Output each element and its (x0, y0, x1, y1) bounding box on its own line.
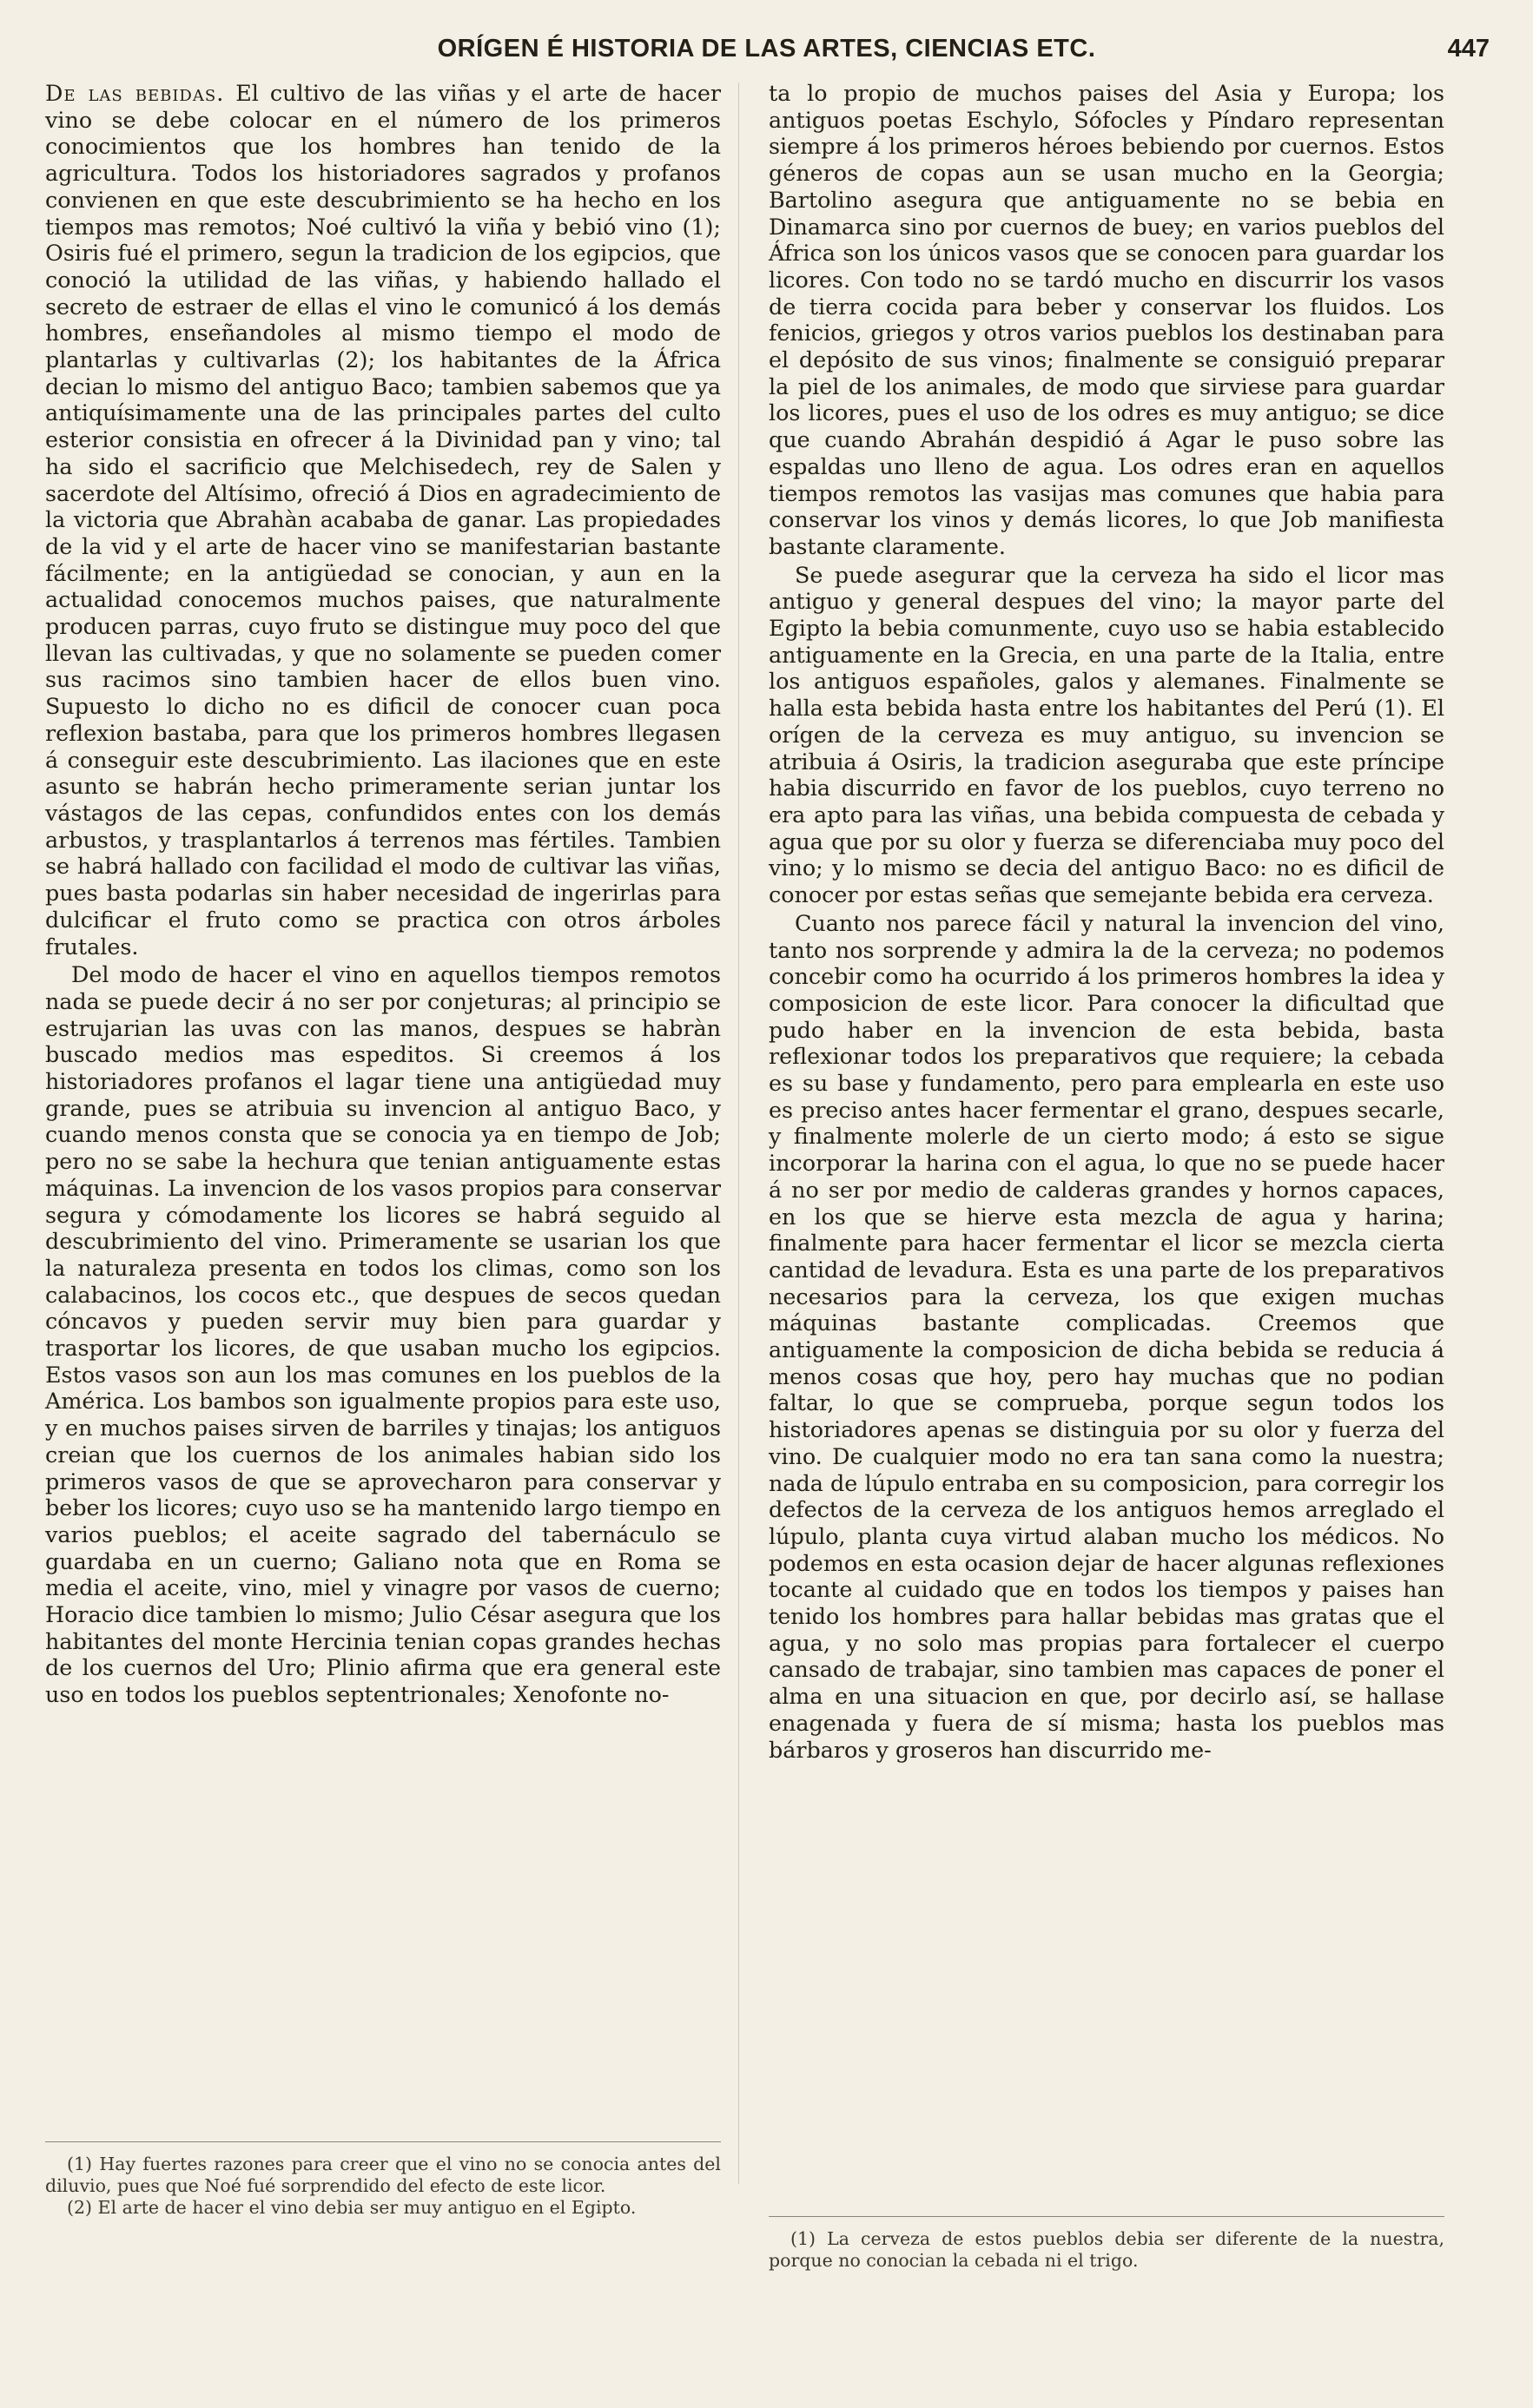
section-label: De las bebidas. (45, 80, 225, 106)
left-paragraph-1 (45, 80, 721, 960)
right-paragraph-2: Se puede asegurar que la cerveza ha sido el licor mas antiguo y general despues del vino; la mayor parte del Egipto la bebia comunmente, cuyo uso se habia establecido antiguamente en la Grecia, en una parte de la Italia, entre los antiguos españoles, galos y alemanes. Finalmente se halla esta bebida hasta entre los habitantes del Perú (1). El orígen de la cerveza es muy antiguo, su invencion se atribuia á Osiris, la tradicion aseguraba que este príncipe habia discurrido en favor de los pueblos, cuyo terreno no era apto para las viñas, una bebida compuesta de cebada y agua que por su olor y fuerza se diferenciaba muy poco del vino; y lo mismo se decia del antiguo Baco: no es dificil de conocer por estas señas que semejante bebida era cerveza. (769, 561, 1444, 908)
left-paragraph-2: Del modo de hacer el vino en aquellos tiempos remotos nada se puede decir á no ser por conjeturas; al principio se estrujarian las uvas con las manos, despues se habràn buscado medios mas espeditos. Si creemos á los historiadores profanos el lagar tiene una antigüedad muy grande, pues se atribuia su invencion al antiguo Baco, y cuando menos consta que se conocia ya en tiempo de Job; pero no se sabe la hechura que tenian antiguamente estas máquinas. La invencion de los vasos propios para conservar segura y cómodamente los licores se habrá seguido al descubrimiento del vino. Primeramente se usarian los que la naturaleza presenta en todos los climas, como son los calabacinos, los cocos etc., que despues de secos quedan cóncavos y pueden servir muy bien para guardar y trasportar los licores, de que usaban mucho los egipcios. Estos vasos son aun los mas comunes en los pueblos de la América. Los bambos son igualmente propios para este uso, y en muchos paises sirven de barriles y tinajas; los antiguos creian que los cuernos de los animales habian sido los primeros vasos de que se aprovecharon para conservar y beber los licores; cuyo uso se ha mantenido largo tiempo en varios pueblos; el aceite sagrado del tabernáculo se guardaba en un cuerno; Galiano nota que en Roma se media el aceite, vino, miel y vinagre por vasos de cuerno; Horacio dice tambien lo mismo; Julio César asegura que los habitantes del monte Hercinia tenian copas grandes hechas de los cuernos del Uro; Plinio afirma que era general este uso en todos los pueblos septentrionales; Xenofonte no- (45, 961, 721, 1708)
running-title: ORÍGEN É HISTORIA DE LAS ARTES, CIENCIAS ETC. (437, 35, 1096, 63)
right-paragraph-1: ta lo propio de muchos paises del Asia y Europa; los antiguos poetas Eschylo, Sófocles y Píndaro representan siempre á los primeros héroes bebiendo por cuernos. Estos géneros de copas aun se usan mucho en la Georgia; Bartolino asegura que antiguamente no se bebia en Dinamarca sino por cuernos de buey; en varios pueblos del África son los únicos vasos que se conocen para guardar los licores. Con todo no se tardó mucho en discurrir los vasos de tierra cocida para beber y conservar los fluidos. Los fenicios, griegos y otros varios pueblos los destinaban para el depósito de sus vinos; finalmente se consiguió preparar la piel de los animales, de modo que sirviese para guardar los licores, pues el uso de los odres es muy antiguo; se dice que cuando Abrahán despidió á Agar le puso sobre las espaldas uno lleno de agua. Los odres eran en aquellos tiempos remotos las vasijas mas comunes que habia para conservar los vinos y demás licores, lo que Job manifiesta bastante claramente. (769, 80, 1444, 559)
left-footnote-rule (45, 2141, 721, 2142)
footnote-left-1: (1) Hay fuertes razones para creer que el vino no se conocia antes del diluvio, pues que Noé fué sorprendido del efecto de este licor. (45, 2154, 721, 2196)
footnote-left-2: (2) El arte de hacer el vino debia ser muy antiguo en el Egipto. (67, 2197, 637, 2218)
left-footnotes (45, 2154, 721, 2219)
page-number: 447 (1447, 35, 1490, 63)
right-footnote-rule (769, 2216, 1444, 2217)
right-column (769, 80, 1444, 1763)
page-header (43, 35, 1490, 69)
footnote-right-1: (1) La cerveza de estos pueblos debia ser diferente de la nuestra, porque no conocian la cebada ni el trigo. (769, 2228, 1444, 2271)
right-footnotes (769, 2228, 1444, 2272)
column-divider (738, 82, 739, 2184)
right-paragraph-3: Cuanto nos parece fácil y natural la invencion del vino, tanto nos sorprende y admira la de la cerveza; no podemos concebir como ha ocurrido á los primeros hombres la idea y composicion de este licor. Para conocer la dificultad que pudo haber en la invencion de esta bebida, basta reflexionar todos los preparativos que requiere; la cebada es su base y fundamento, pero para emplearla en este uso es preciso antes hacer fermentar el grano, despues secarle, y finalmente molerle de un cierto modo; á esto se sigue incorporar la harina con el agua, lo que no se puede hacer á no ser por medio de calderas grandes y hornos capaces, en los que se hierve esta mezcla de agua y harina; finalmente para hacer fermentar el licor se mezcla cierta cantidad de levadura. Esta es una parte de los preparativos necesarios para la cerveza, los que exigen muchas máquinas bastante complicadas. Creemos que antiguamente la composicion de dicha bebida se reducia á menos cosas que hoy, pero hay muchas que no podian faltar, lo que se comprueba, porque segun todos los historiadores apenas se distinguia por su olor y fuerza del vino. De cualquier modo no era tan sana como la nuestra; nada de lúpulo entraba en su composicion, para corregir los defectos de la cerveza de los antiguos hemos arreglado el lúpulo, planta cuya virtud alaban mucho los médicos. No podemos en esta ocasion dejar de hacer algunas reflexiones tocante al cuidado que en todos los tiempos y paises han tenido los hombres para hallar bebidas mas gratas que el agua, y no solo mas propias para fortalecer el cuerpo cansado de trabajar, sino tambien mas capaces de poner el alma en una situacion en que, por decirlo así, se hallase enagenada y fuera de sí misma; hasta los pueblos mas bárbaros y groseros han discurrido me- (769, 909, 1444, 1763)
left-paragraph-1-text: El cultivo de las viñas y el arte de hacer vino se debe colocar en el número de los primeros conocimientos que los hombres han tenido de la agricultura. Todos los historiadores sagrados y profanos convienen en que este descubrimiento se ha hecho en los tiempos mas remotos; Noé cultivó la viña y bebió vino (1); Osiris fué el primero, segun la tradicion de los egipcios, que conoció la utilidad de las viñas, y habiendo hallado el secreto de estraer de ellas el vino le comunicó á los demás hombres, enseñandoles al mismo tiempo el modo de plantarlas y cultivarlas (2); los habitantes de la África decian lo mismo del antiguo Baco; tambien sabemos que ya antiquísimamente una de las principales partes del culto esterior consistia en ofrecer á la Divinidad pan y vino; tal ha sido el sacrificio que Melchisedech, rey de Salen y sacerdote del Altísimo, ofreció á Dios en agradecimiento de la victoria que Abrahàn acababa de ganar. Las propiedades de la vid y el arte de hacer vino se manifestarian bastante fácilmente; en la antigüedad se conocian, y aun en la actualidad conocemos muchos paises, que naturalmente producen parras, cuyo fruto se distingue muy poco del que llevan las cultivadas, y que no solamente se pueden comer sus racimos sino tambien hacer de ellos buen vino. Supuesto lo dicho no es dificil de conocer cuan poca reflexion bastaba, para que los primeros hombres llegasen á conseguir este descubrimiento. Las ilaciones que en este asunto se habrán hecho primeramente serian juntar los vástagos de las cepas, confundidos entes con los demás arbustos, y trasplantarlos á terrenos mas fértiles. Tambien se habrá hallado con facilidad el modo de cultivar las viñas, pues basta podarlas sin haber necesidad de ingerirlas para dulcificar el fruto como se practica con otros árboles frutales. (45, 80, 721, 960)
left-column (45, 80, 721, 1708)
